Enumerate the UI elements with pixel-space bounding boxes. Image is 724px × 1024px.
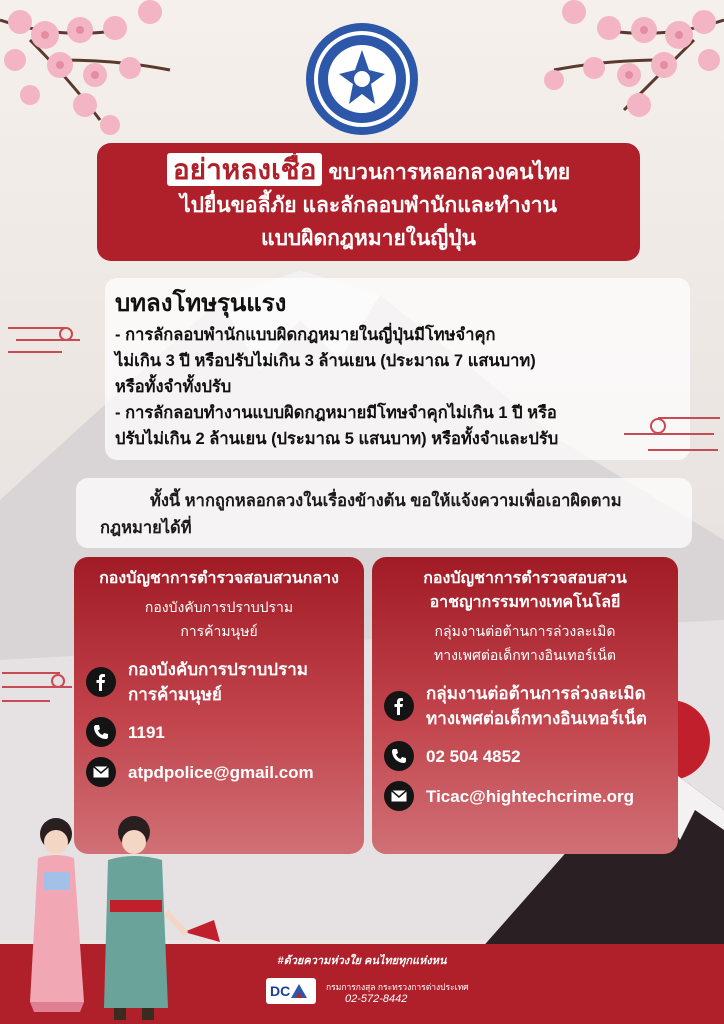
penalty-section: [105, 278, 690, 460]
phone-row[interactable]: [86, 717, 352, 747]
cloud-decoration: [6, 318, 86, 362]
facebook-link[interactable]: [128, 657, 308, 707]
email-address[interactable]: atpdpolice@gmail.com: [128, 762, 314, 782]
title-line-1-rest: ขบวนการหลอกลวงคนไทย: [328, 161, 571, 184]
title-line-3: แบบผิดกฎหมายในญี่ปุ่น: [261, 227, 476, 250]
facebook-link-line[interactable]: ทางเพศต่อเด็กทางอินเทอร์เน็ต: [426, 709, 647, 728]
facebook-link-line[interactable]: กองบังคับการปราบปราม: [128, 660, 308, 679]
email-icon: [86, 757, 116, 787]
card-title: กองบัญชาการตำรวจสอบสวนกลาง: [99, 570, 339, 587]
notice-section: [76, 478, 692, 548]
phone-row[interactable]: [384, 741, 666, 771]
card-subtitle: [86, 595, 352, 643]
contact-card-central-police: [74, 557, 364, 854]
notice-text: ทั้งนี้ หากถูกหลอกลวงในเรื่องข้างต้น ขอให้แจ้งความเพื่อเอาผิดตามกฎหมายได้ที่: [100, 492, 622, 537]
facebook-row[interactable]: [384, 681, 666, 731]
email-address[interactable]: Ticac@hightechcrime.org: [426, 786, 635, 806]
card-title-line: อาชญากรรมทางเทคโนโลยี: [429, 594, 621, 611]
kimono-couple-illustration: [14, 812, 234, 1024]
dca-logo-text: DC: [270, 983, 291, 999]
email-row[interactable]: [384, 781, 666, 811]
dca-logo: [266, 978, 316, 1004]
phone-icon: [384, 741, 414, 771]
cloud-decoration: [0, 665, 76, 711]
email-row[interactable]: [86, 757, 352, 787]
cherry-blossom-right: [524, 0, 724, 140]
footer-department: กรมการกงสุล กระทรวงการต่างประเทศ: [326, 982, 469, 992]
penalty-line: ไม่เกิน 3 ปี หรือปรับไม่เกิน 3 ล้านเยน (ประมาณ 7 แสนบาท): [115, 352, 536, 370]
penalty-line: - การลักลอบทำงานแบบผิดกฎหมายมีโทษจำคุกไม่เกิน 1 ปี หรือ: [115, 404, 557, 422]
card-subtitle-line: ทางเพศต่อเด็กทางอินเทอร์เน็ต: [434, 647, 616, 663]
title-highlight: อย่าหลงเชื่อ: [167, 153, 323, 186]
footer-phone[interactable]: 02-572-8442: [345, 993, 408, 1005]
footer-hashtag: #ด้วยความห่วงใย คนไทยทุกแห่งหน: [277, 955, 447, 967]
facebook-icon: [86, 667, 116, 697]
card-subtitle-line: กลุ่มงานต่อต้านการล่วงละเมิด: [434, 623, 616, 639]
facebook-link-line[interactable]: การค้ามนุษย์: [128, 685, 222, 704]
cherry-blossom-left: [0, 0, 200, 150]
seal-icon: [305, 22, 419, 136]
card-subtitle-line: กองบังคับการปราบปราม: [144, 599, 294, 615]
card-subtitle-line: การค้ามนุษย์: [180, 623, 258, 639]
facebook-link-line[interactable]: กลุ่มงานต่อต้านการล่วงละเมิด: [426, 684, 646, 703]
penalty-line: หรือทั้งจำทั้งปรับ: [115, 378, 232, 396]
email-icon: [384, 781, 414, 811]
penalty-title: บทลงโทษรุนแรง: [115, 290, 287, 317]
phone-number[interactable]: 1191: [128, 722, 165, 742]
facebook-icon: [384, 691, 414, 721]
title-banner: [97, 143, 640, 261]
penalty-line: ปรับไม่เกิน 2 ล้านเยน (ประมาณ 5 แสนบาท) หรือทั้งจำและปรับ: [115, 430, 559, 448]
card-subtitle: [384, 619, 666, 667]
facebook-row[interactable]: [86, 657, 352, 707]
facebook-link[interactable]: [426, 681, 647, 731]
contact-card-cyber-police: [372, 557, 678, 854]
title-line-2: ไปยื่นขอลี้ภัย และลักลอบพำนักและทำงาน: [180, 194, 557, 217]
card-title-line: กองบัญชาการตำรวจสอบสวน: [423, 570, 627, 587]
phone-number[interactable]: 02 504 4852: [426, 746, 521, 766]
card-title: [384, 567, 666, 615]
dca-logo-mark: [290, 983, 308, 999]
penalty-line: - การลักลอบพำนักแบบผิดกฎหมายในญี่ปุ่นมีโทษจำคุก: [115, 326, 496, 344]
title-line-1: [97, 153, 640, 189]
phone-icon: [86, 717, 116, 747]
cloud-decoration: [618, 410, 722, 464]
